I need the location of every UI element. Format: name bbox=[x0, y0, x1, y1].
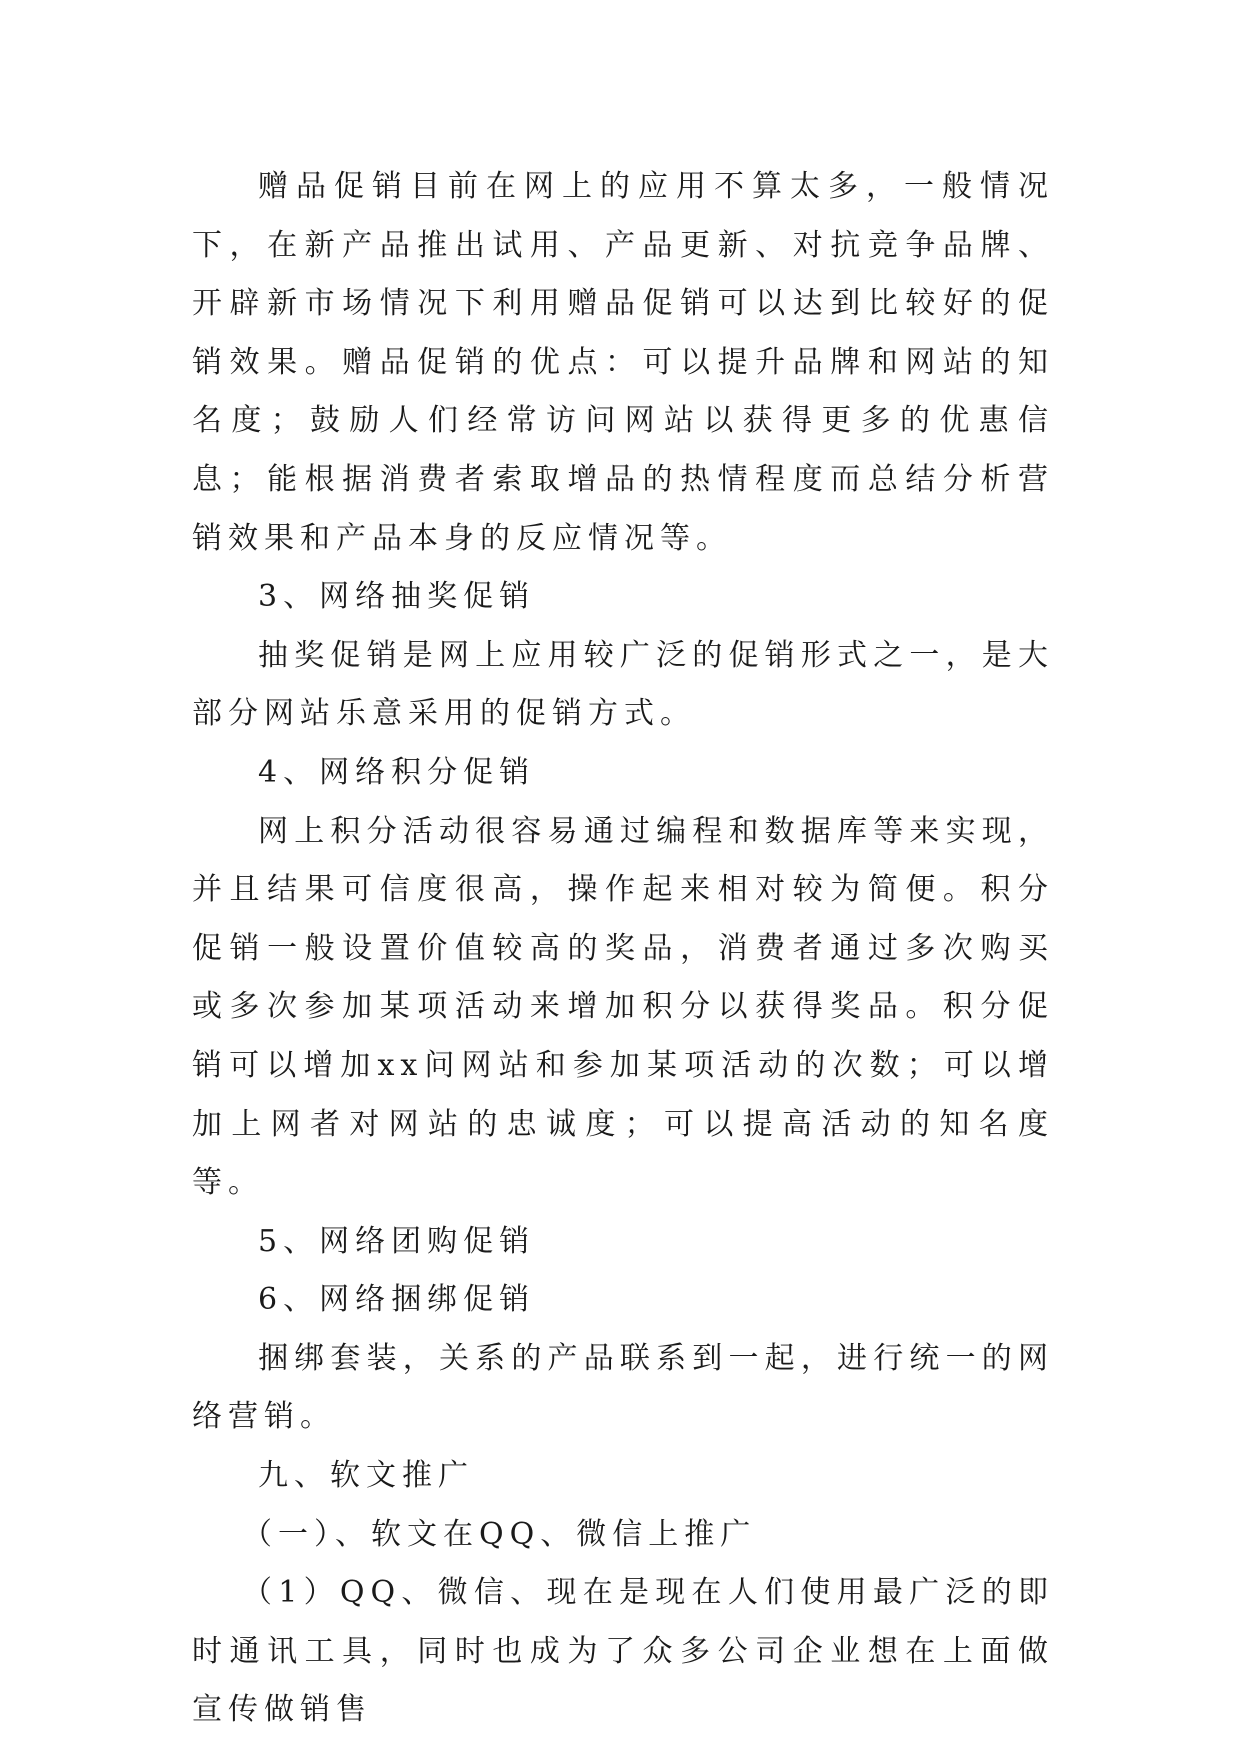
paragraph-lottery-promotion: 抽奖促销是网上应用较广泛的促销形式之一，是大部分网站乐意采用的促销方式。 bbox=[192, 637, 1054, 732]
subheading-qq-wechat: （一）、软文在QQ、微信上推广 bbox=[242, 1516, 757, 1552]
paragraph-points-promotion: 网上积分活动很容易通过编程和数据库等来实现，并且结果可信度很高，操作起来相对较为简便。积分促销一般设置价值较高的奖品，消费者通过多次购买或多次参加某项活动来增加积分以获得奖品。积分促销可以增加xx问网站和参加某项活动的次数；可以增加上网者对网站的忠诚度；可以提高活动的知名度等。 bbox=[192, 813, 1054, 1201]
paragraph-gift-promotion: 赠品促销目前在网上的应用不算太多，一般情况下，在新产品推出试用、产品更新、对抗竞争品牌、开辟新市场情况下利用赠品促销可以达到比较好的促销效果。赠品促销的优点：可以提升品牌和网站的知名度；鼓励人们经常访问网站以获得更多的优惠信息；能根据消费者索取增品的热情程度而总结分析营销效果和产品本身的反应情况等。 bbox=[192, 169, 1054, 556]
heading-lottery-promotion: 3、网络抽奖促销 bbox=[258, 579, 536, 615]
heading-group-buy-promotion: 5、网络团购促销 bbox=[258, 1223, 536, 1259]
document-body bbox=[192, 158, 1054, 1740]
paragraph-qq-wechat: （1）QQ、微信、现在是现在人们使用最广泛的即时通讯工具，同时也成为了众多公司企业想在上面做宣传做销售 bbox=[192, 1575, 1054, 1728]
heading-points-promotion: 4、网络积分促销 bbox=[258, 754, 536, 790]
heading-soft-article-promotion: 九、软文推广 bbox=[258, 1458, 474, 1494]
paragraph-bundle-promotion: 捆绑套装，关系的产品联系到一起，进行统一的网络营销。 bbox=[192, 1340, 1054, 1435]
heading-bundle-promotion: 6、网络捆绑促销 bbox=[258, 1282, 536, 1318]
